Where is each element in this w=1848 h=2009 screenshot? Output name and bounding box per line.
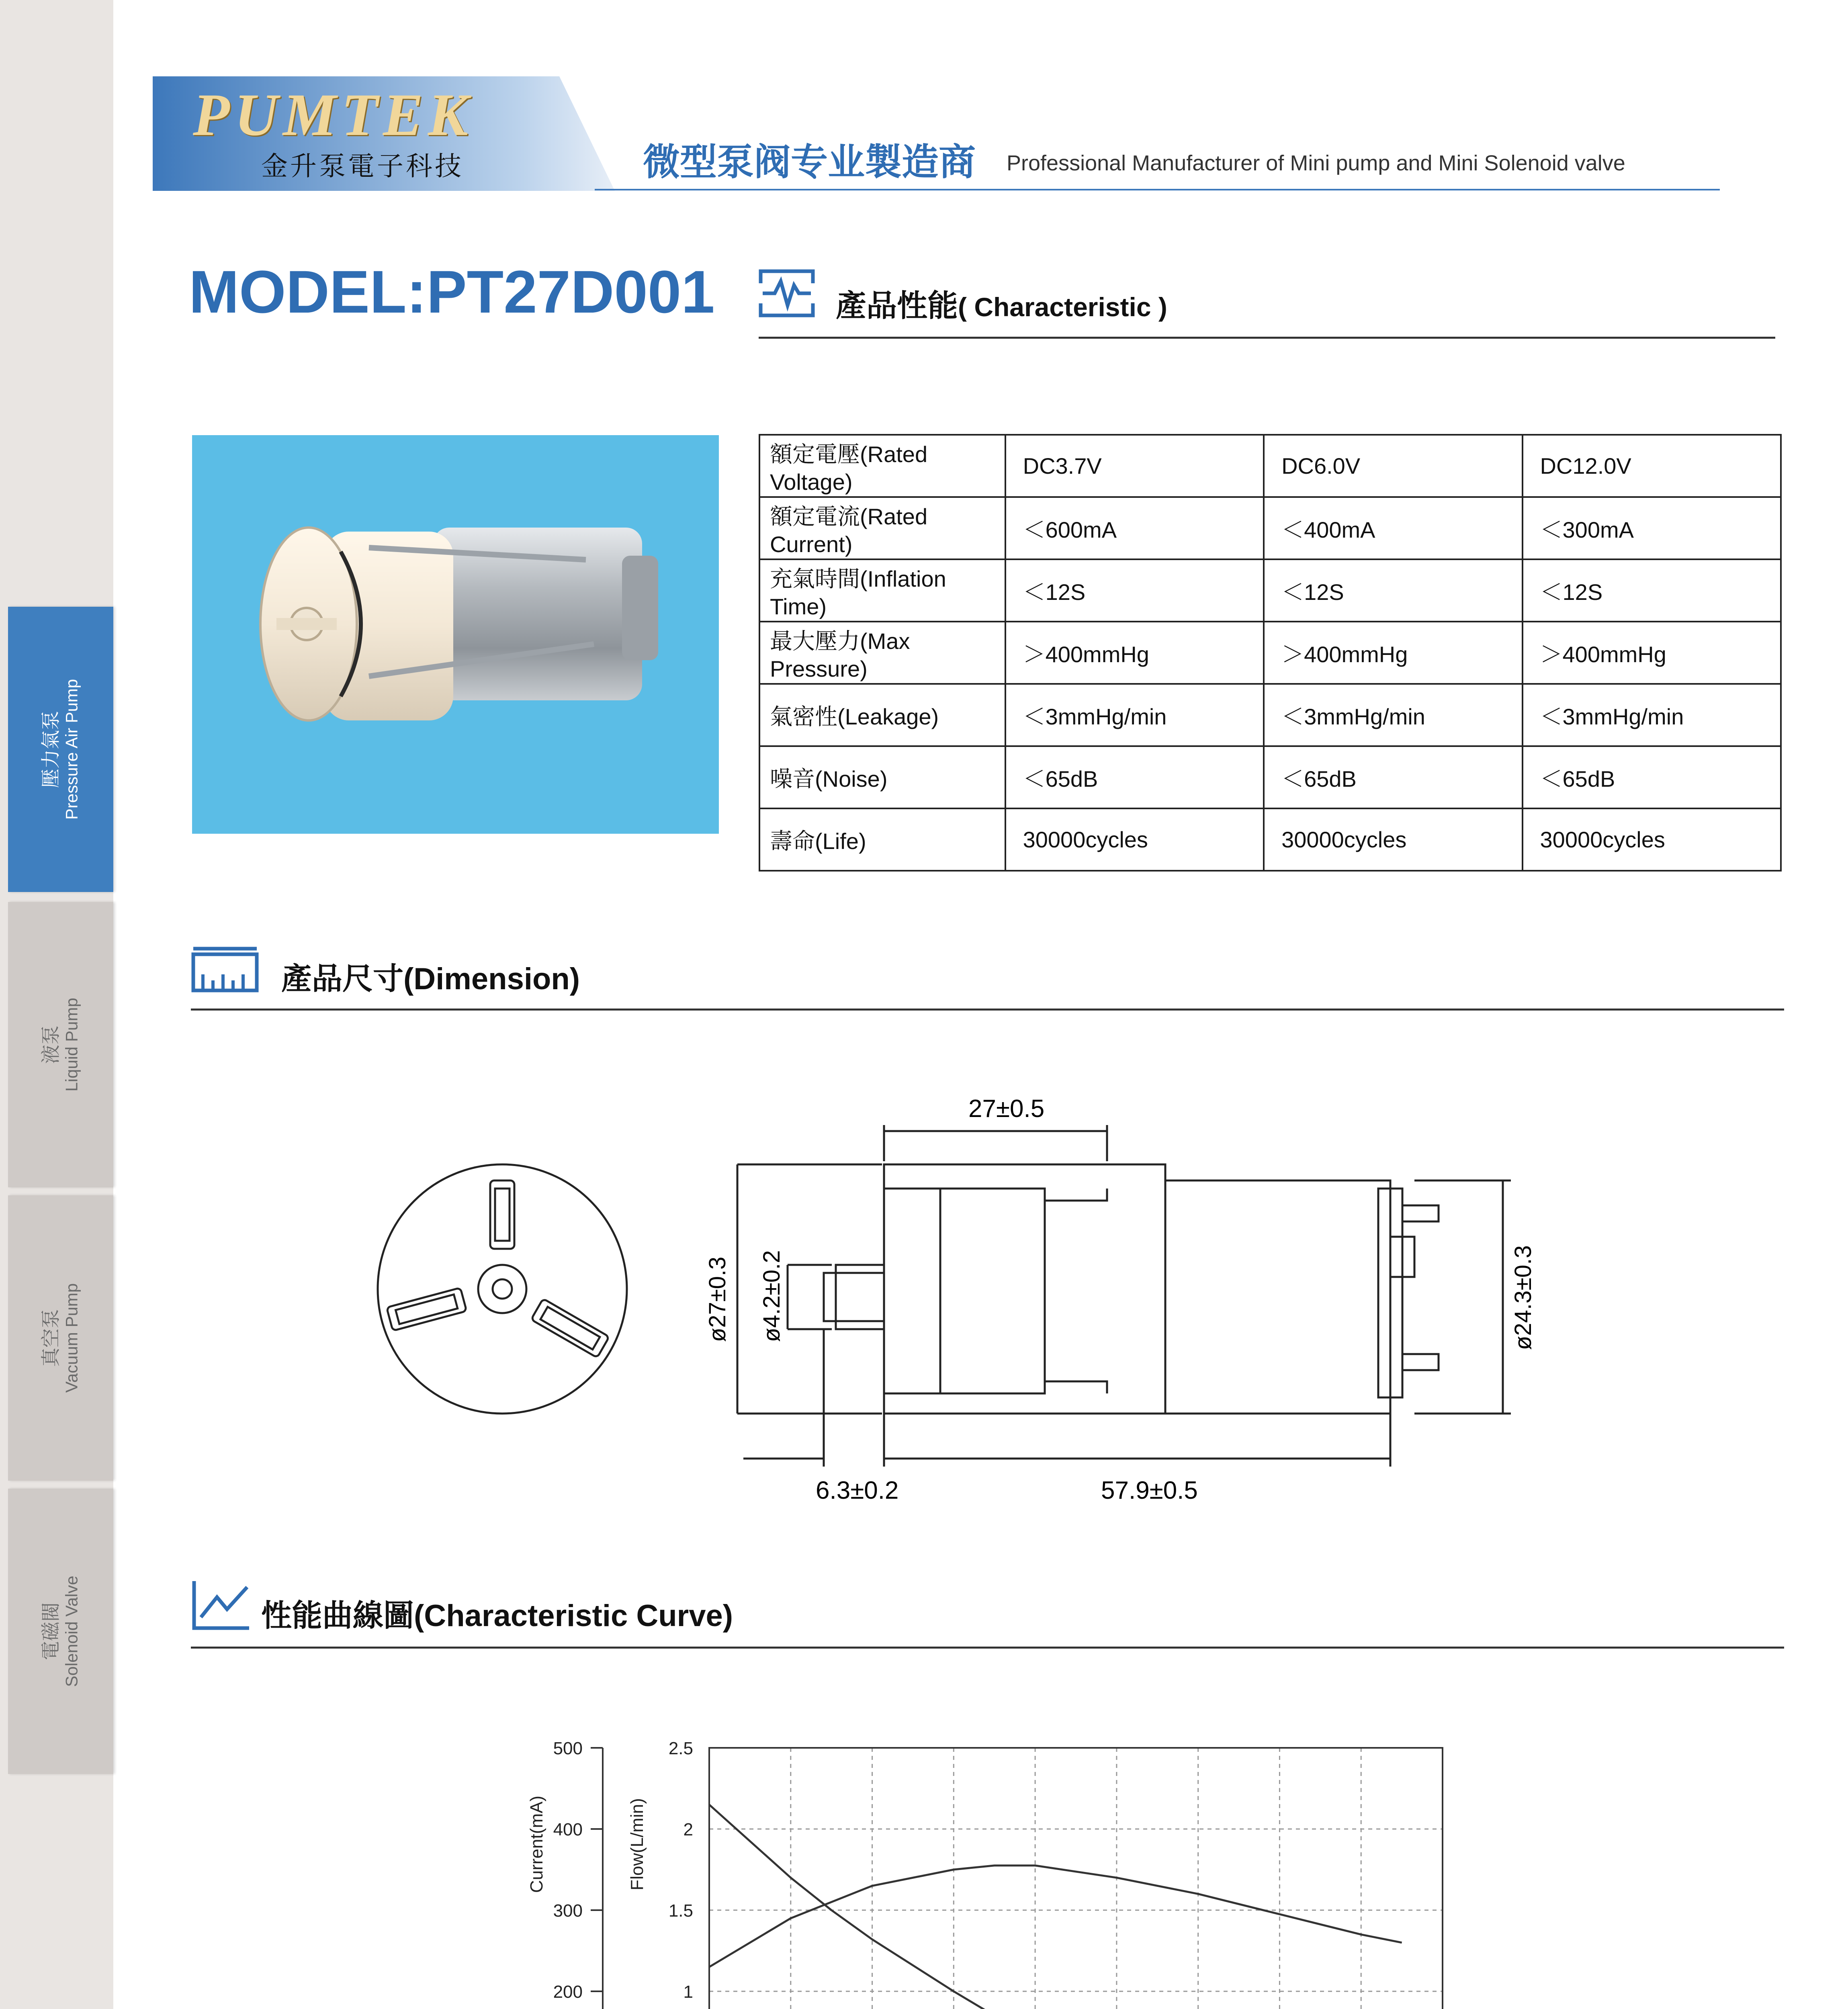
sidebar-tab-liquid-pump[interactable]: [8, 902, 113, 1187]
header-divider: [595, 189, 1720, 190]
table-row: [759, 435, 1781, 497]
characteristic-divider: [759, 337, 1775, 339]
logo-subtitle: 金升泵電子科技: [261, 151, 464, 181]
spec-name: 額定電流(Rated Current): [759, 497, 1005, 559]
spec-name: 噪音(Noise): [759, 746, 1005, 808]
model-title: MODEL:PT27D001: [189, 258, 715, 325]
current-tick-label: 300: [553, 1901, 583, 1921]
tab-label-zh: 真空泵: [40, 1309, 62, 1367]
tab-label-zh: 液泵: [40, 1025, 62, 1064]
dimension-title: 產品尺寸(Dimension): [281, 962, 580, 996]
spec-name: 額定電壓(Rated Voltage): [759, 435, 1005, 497]
dim-label-body-diameter: ø27±0.3: [704, 1256, 731, 1342]
spec-value: ＜12S: [1523, 559, 1781, 622]
spec-name: 最大壓力(Max Pressure): [759, 622, 1005, 684]
spec-value: ＜300mA: [1523, 497, 1781, 559]
flow-curve: [709, 1804, 1402, 2009]
header-title-zh: 微型泵阀专业製造商: [643, 142, 976, 183]
sidebar-tab-vacuum-pump[interactable]: [8, 1195, 113, 1481]
current-curve: [709, 1866, 1402, 1967]
spec-value: ＜65dB: [1264, 746, 1522, 808]
dim-label-nozzle-length: 6.3±0.2: [816, 1477, 899, 1504]
table-row: [759, 808, 1781, 871]
spec-value: ＜65dB: [1523, 746, 1781, 808]
table-row: [759, 622, 1781, 684]
spec-value: ＜3mmHg/min: [1005, 684, 1264, 746]
spec-table: [759, 434, 1782, 872]
characteristic-title-zh: 產品性能: [836, 289, 958, 323]
flow-tick-label: 2.5: [668, 1739, 693, 1758]
spec-value: 30000cycles: [1005, 808, 1264, 871]
header-title-en: Professional Manufacturer of Mini pump and Mini Solenoid valve: [1007, 151, 1625, 175]
plot-frame: [709, 1748, 1443, 2009]
curve-divider: [191, 1647, 1784, 1649]
current-tick-label: 400: [553, 1820, 583, 1839]
spec-name: 充氣時間(Inflation Time): [759, 559, 1005, 622]
spec-name: 氣密性(Leakage): [759, 684, 1005, 746]
spec-value: ＜12S: [1005, 559, 1264, 622]
spec-value: ＜600mA: [1005, 497, 1264, 559]
dim-label-body-length: 57.9±0.5: [1101, 1477, 1198, 1504]
logo: PUMTEK: [193, 82, 473, 148]
dim-label-nozzle-diameter: ø4.2±0.2: [759, 1250, 785, 1342]
flow-tick-label: 1: [683, 1982, 693, 2002]
current-axis-label: Current(mA): [527, 1795, 546, 1893]
spec-value: ＜3mmHg/min: [1264, 684, 1522, 746]
dimension-divider: [191, 1009, 1784, 1011]
spec-value: DC3.7V: [1005, 435, 1264, 497]
tab-label-en: Solenoid Valve: [62, 1575, 81, 1687]
spec-name: 壽命(Life): [759, 808, 1005, 871]
dimension-drawing: [362, 1061, 1567, 1527]
spec-value: ＞400mmHg: [1523, 622, 1781, 684]
tab-label-en: Liquid Pump: [62, 998, 81, 1092]
trend-chart-icon: [191, 1579, 251, 1631]
dim-label-width: 27±0.5: [968, 1095, 1045, 1123]
tab-label-en: Vacuum Pump: [62, 1283, 81, 1393]
table-row: [759, 497, 1781, 559]
spec-value: ＜400mA: [1264, 497, 1522, 559]
spec-value: 30000cycles: [1264, 808, 1522, 871]
sidebar-tab-pressure-air-pump[interactable]: [8, 607, 113, 892]
spec-value: ＞400mmHg: [1005, 622, 1264, 684]
spec-value: ＞400mmHg: [1264, 622, 1522, 684]
flow-axis-label: Flow(L/min): [627, 1798, 647, 1890]
product-photo: [192, 435, 719, 834]
spec-value: DC12.0V: [1523, 435, 1781, 497]
tab-label-en: Pressure Air Pump: [62, 679, 81, 820]
characteristic-title-en: ( Characteristic ): [958, 292, 1167, 322]
spec-value: DC6.0V: [1264, 435, 1522, 497]
characteristic-title: [836, 281, 1167, 325]
sidebar-tab-solenoid-valve[interactable]: [8, 1489, 113, 1774]
spec-value: ＜3mmHg/min: [1523, 684, 1781, 746]
table-row: [759, 559, 1781, 622]
current-tick-label: 500: [553, 1739, 583, 1758]
dim-label-motor-diameter: ø24.3±0.3: [1510, 1245, 1536, 1350]
curve-title: 性能曲線圖(Characteristic Curve): [261, 1599, 733, 1633]
characteristic-curve-chart: [482, 1720, 1567, 2009]
table-row: [759, 746, 1781, 808]
spec-value: ＜65dB: [1005, 746, 1264, 808]
tab-label-zh: 壓力氣泵: [40, 710, 62, 788]
spec-value: ＜12S: [1264, 559, 1522, 622]
flow-tick-label: 2: [683, 1820, 693, 1839]
waveform-icon: [759, 267, 815, 319]
spec-value: 30000cycles: [1523, 808, 1781, 871]
flow-tick-label: 1.5: [668, 1901, 693, 1921]
table-row: [759, 684, 1781, 746]
ruler-icon: [191, 946, 259, 994]
current-tick-label: 200: [553, 1982, 583, 2002]
tab-label-zh: 電磁閥: [40, 1602, 62, 1661]
